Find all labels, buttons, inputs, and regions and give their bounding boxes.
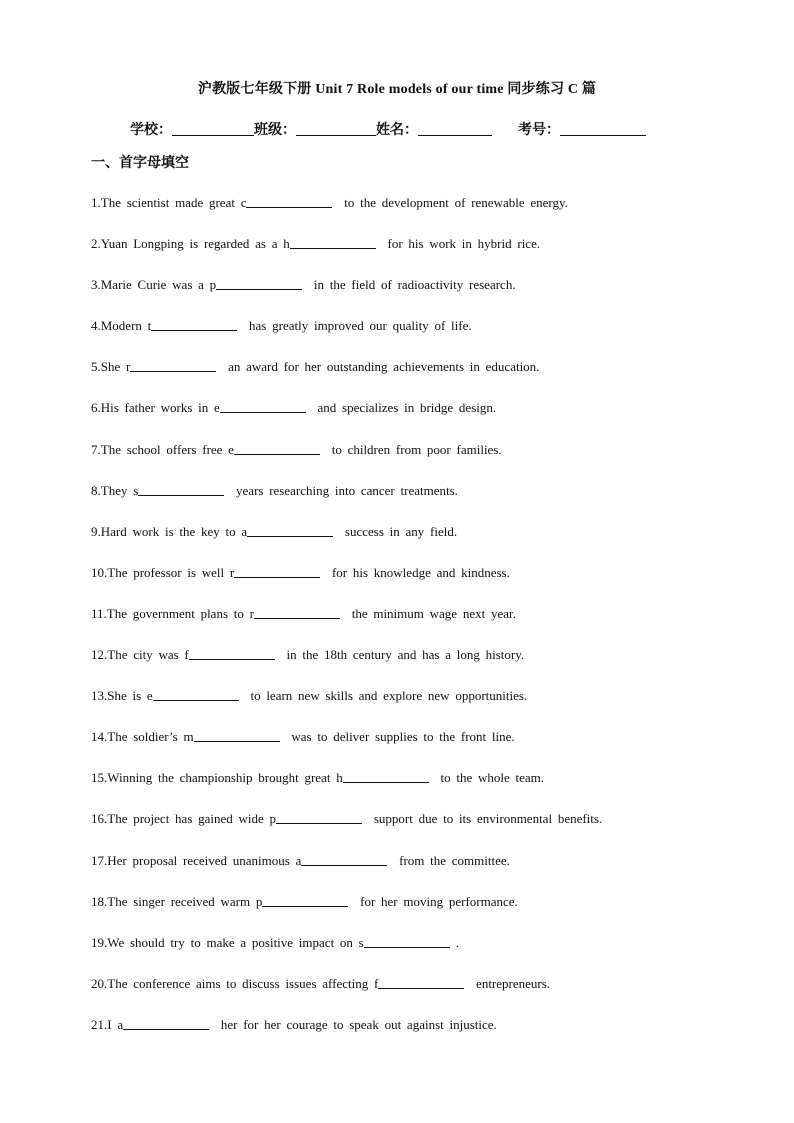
- answer-blank[interactable]: [153, 688, 239, 701]
- question-text-after: in the 18th century and has a long history.: [280, 647, 525, 663]
- question-item: [91, 524, 731, 565]
- school-label: 学校：: [130, 123, 172, 138]
- question-text-after: an award for her outstanding achievements in education.: [222, 359, 540, 375]
- question-item: [91, 894, 731, 935]
- question-item: [91, 688, 731, 729]
- answer-blank[interactable]: [247, 524, 333, 537]
- question-item: [91, 1017, 731, 1058]
- question-item: [91, 400, 731, 441]
- question-text-after: has greatly improved our quality of life.: [243, 318, 472, 334]
- number-blank[interactable]: [560, 121, 646, 136]
- answer-blank[interactable]: [216, 277, 302, 290]
- question-text-after: the minimum wage next year.: [345, 605, 516, 621]
- question-item: [91, 811, 731, 852]
- question-text-after: in the field of radioactivity research.: [308, 277, 516, 293]
- student-info-row: [130, 119, 646, 139]
- answer-blank[interactable]: [123, 1017, 209, 1030]
- question-text-before: 6.His father works in e: [91, 400, 220, 416]
- question-text-after: years researching into cancer treatments.: [230, 482, 458, 498]
- question-item: [91, 483, 731, 524]
- question-list: [91, 195, 731, 1058]
- question-item: [91, 318, 731, 359]
- answer-blank[interactable]: [138, 483, 224, 496]
- answer-blank[interactable]: [130, 359, 216, 372]
- question-text-after: success in any field.: [339, 523, 458, 539]
- question-text-before: 20.The conference aims to discuss issues affecting f: [91, 975, 379, 991]
- answer-blank[interactable]: [262, 894, 348, 907]
- question-item: [91, 195, 731, 236]
- class-blank[interactable]: [296, 121, 376, 136]
- question-item: [91, 729, 731, 770]
- question-text-before: 14.The soldier’s m: [91, 729, 194, 745]
- question-text-after: .: [455, 934, 459, 950]
- question-item: [91, 976, 731, 1017]
- question-item: [91, 565, 731, 606]
- question-text-after: for her moving performance.: [354, 893, 518, 909]
- name-label: 姓名：: [376, 123, 418, 138]
- question-item: [91, 442, 731, 483]
- question-text-before: 17.Her proposal received unanimous a: [91, 852, 302, 868]
- answer-blank[interactable]: [194, 729, 280, 742]
- question-text-before: 8.They s: [91, 482, 139, 498]
- answer-blank[interactable]: [189, 647, 275, 660]
- question-text-after: entrepreneurs.: [470, 975, 551, 991]
- question-item: [91, 277, 731, 318]
- question-item: [91, 647, 731, 688]
- question-item: [91, 770, 731, 811]
- question-text-before: 3.Marie Curie was a p: [91, 277, 217, 293]
- answer-blank[interactable]: [276, 811, 362, 824]
- answer-blank[interactable]: [254, 606, 340, 619]
- name-blank[interactable]: [418, 121, 492, 136]
- question-text-before: 7.The school offers free e: [91, 441, 234, 457]
- answer-blank[interactable]: [234, 442, 320, 455]
- answer-blank[interactable]: [343, 770, 429, 783]
- question-text-before: 5.She r: [91, 359, 131, 375]
- answer-blank[interactable]: [220, 400, 306, 413]
- school-blank[interactable]: [172, 121, 254, 136]
- answer-blank[interactable]: [234, 565, 320, 578]
- question-text-after: her for her courage to speak out against injustice.: [215, 1016, 497, 1032]
- question-text-after: to children from poor families.: [325, 441, 502, 457]
- question-text-before: 15.Winning the championship brought great h: [91, 770, 343, 786]
- question-text-after: to the whole team.: [434, 770, 544, 786]
- question-text-before: 2.Yuan Longping is regarded as a h: [91, 236, 290, 252]
- question-text-before: 9.Hard work is the key to a: [91, 523, 248, 539]
- question-text-before: 4.Modern t: [91, 318, 152, 334]
- page-title: 沪教版七年级下册 Unit 7 Role models of our time 同步练习 C 篇: [197, 82, 597, 97]
- question-item: [91, 935, 731, 976]
- question-text-after: to learn new skills and explore new opportunities.: [244, 688, 528, 704]
- question-text-before: 11.The government plans to r: [91, 605, 254, 621]
- number-label: 考号：: [518, 123, 560, 138]
- question-item: [91, 606, 731, 647]
- answer-blank[interactable]: [364, 935, 450, 948]
- question-text-after: for his knowledge and kindness.: [326, 564, 510, 580]
- question-text-before: 10.The professor is well r: [91, 564, 235, 580]
- question-text-after: support due to its environmental benefits.: [368, 811, 603, 827]
- question-text-before: 21.I a: [91, 1016, 124, 1032]
- question-item: [91, 853, 731, 894]
- question-text-after: was to deliver supplies to the front line.: [285, 729, 515, 745]
- question-text-after: to the development of renewable energy.: [338, 195, 568, 210]
- question-text-before: 18.The singer received warm p: [91, 893, 263, 909]
- question-text-before: 12.The city was f: [91, 647, 189, 663]
- question-text-before: 13.She is e: [91, 688, 153, 704]
- question-text-before: 19.We should try to make a positive impact on s: [91, 934, 364, 950]
- question-item: [91, 359, 731, 400]
- question-text-before: 1.The scientist made great c: [91, 195, 247, 210]
- question-text-after: for his work in hybrid rice.: [381, 236, 541, 252]
- question-text-before: 16.The project has gained wide p: [91, 811, 277, 827]
- answer-blank[interactable]: [246, 195, 332, 208]
- answer-blank[interactable]: [301, 853, 387, 866]
- section-heading: 一、首字母填空: [91, 156, 189, 171]
- question-text-after: and specializes in bridge design.: [311, 400, 497, 416]
- class-label: 班级：: [254, 123, 296, 138]
- answer-blank[interactable]: [290, 236, 376, 249]
- question-text-after: from the committee.: [393, 852, 510, 868]
- answer-blank[interactable]: [378, 976, 464, 989]
- answer-blank[interactable]: [151, 318, 237, 331]
- question-item: [91, 236, 731, 277]
